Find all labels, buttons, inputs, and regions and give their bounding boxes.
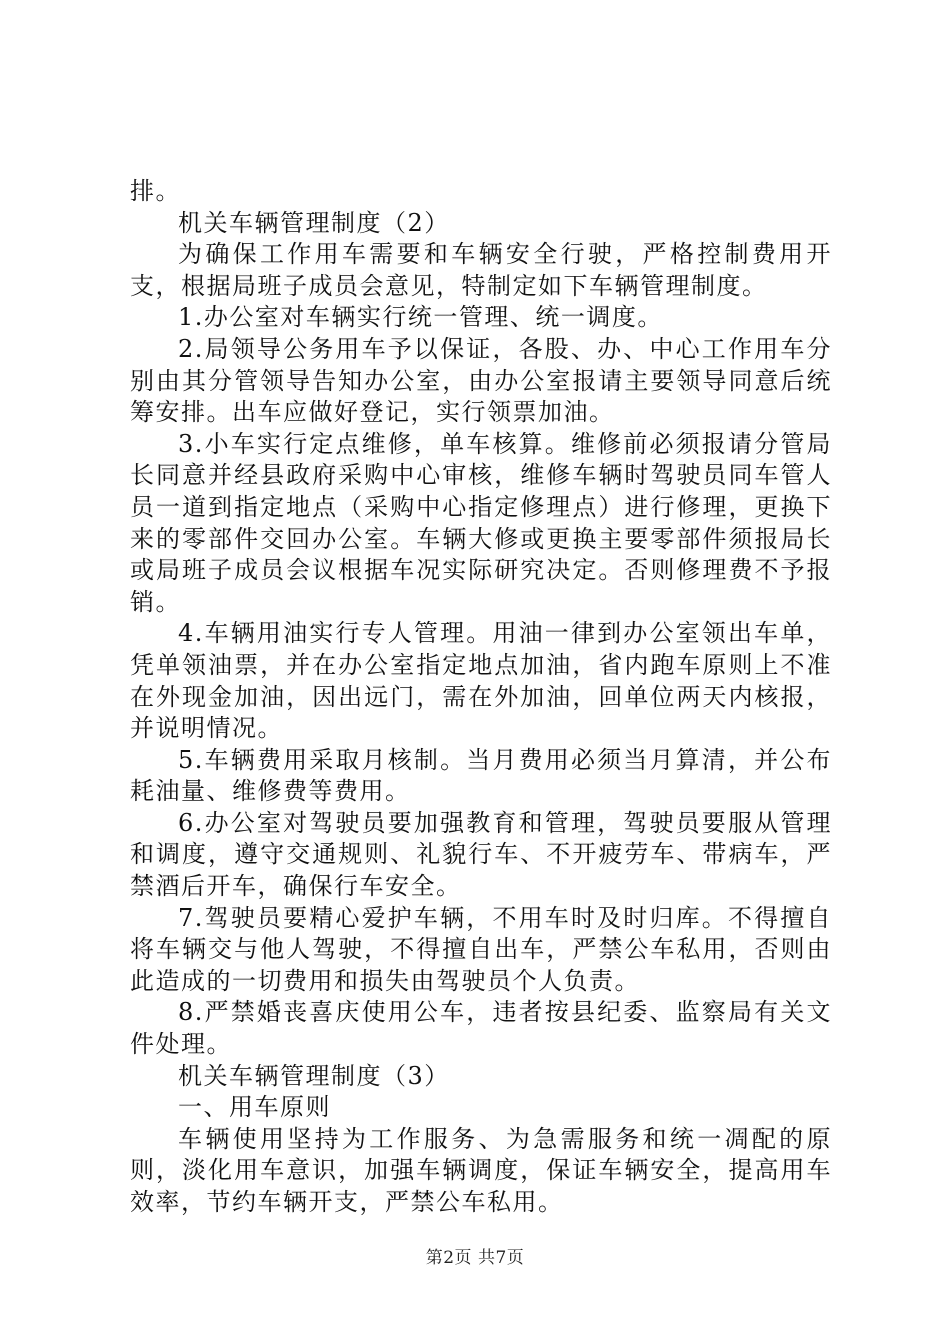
paragraph-continuation: 排。 xyxy=(130,177,181,205)
page-number-footer: 第2页 共7页 xyxy=(425,1248,525,1268)
rule-item-3: 3.小车实行定点维修，单车核算。维修前必须报请分管局长同意并经县政府采购中心审核，维修车辆时驾驶员同车管人员一道到指定地点（采购中心指定修理点）进行修理，更换下来的零部件交回办公室。车辆大修或更换主要零部件须报局长或局班子成员会议根据车况实际研究决定。否则修理费不予报销。 xyxy=(130,429,832,616)
subsection-heading: 一、用车原则 xyxy=(178,1093,331,1122)
rule-item-6: 6.办公室对驾驶员要加强教育和管理，驾驶员要服从管理和调度，遵守交通规则、礼貌行车、不开疲劳车、带病车，严禁酒后开车，确保行车安全。 xyxy=(130,808,832,901)
rule-item-2: 2.局领导公务用车予以保证，各股、办、中心工作用车分别由其分管领导告知办公室，由办公室报请主要领导同意后统筹安排。出车应做好登记，实行领票加油。 xyxy=(130,334,832,427)
section-heading: 机关车辆管理制度（3） xyxy=(178,1061,450,1090)
rule-item-5: 5.车辆费用采取月核制。当月费用必须当月算清，并公布耗油量、维修费等费用。 xyxy=(130,745,832,806)
rule-item-1: 1.办公室对车辆实行统一管理、统一调度。 xyxy=(178,303,663,332)
rule-item-4: 4.车辆用油实行专人管理。用油一律到办公室领出车单，凭单领油票，并在办公室指定地点加油，省内跑车原则上不准在外现金加油，因出远门，需在外加油，回单位两天内核报，并说明情况。 xyxy=(130,619,832,743)
section-heading: 机关车辆管理制度（2） xyxy=(178,208,450,237)
paragraph-intro: 为确保工作用车需要和车辆安全行驶，严格控制费用开支，根据局班子成员会意见，特制定如下车辆管理制度。 xyxy=(130,240,832,300)
document-body xyxy=(130,176,832,1219)
rule-item-8: 8.严禁婚丧喜庆使用公车，违者按县纪委、监察局有关文件处理。 xyxy=(130,998,832,1059)
rule-item-7: 7.驾驶员要精心爱护车辆，不用车时及时归库。不得擅自将车辆交与他人驾驶，不得擅自出车，严禁公车私用，否则由此造成的一切费用和损失由驾驶员个人负责。 xyxy=(130,903,832,995)
paragraph-principle: 车辆使用坚持为工作服务、为急需服务和统一凋配的原则，淡化用车意识，加强车辆调度，保证车辆安全，提高用车效率，节约车辆开支，严禁公车私用。 xyxy=(130,1124,832,1216)
